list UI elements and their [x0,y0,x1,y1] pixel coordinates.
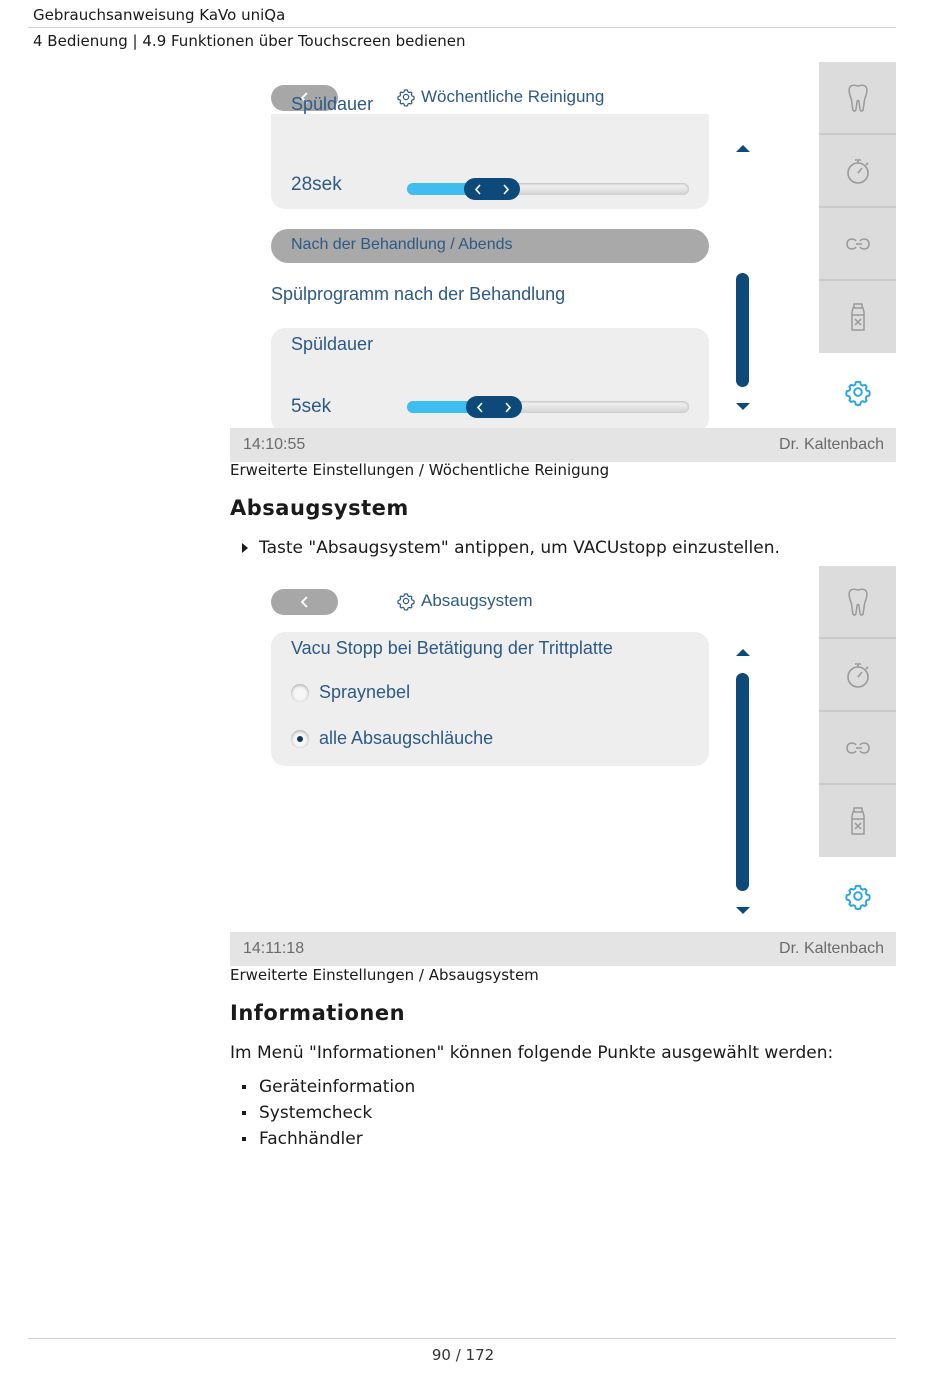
radio-button[interactable] [291,684,309,702]
chevron-left-icon [476,402,484,413]
radio-label: alle Absaugschläuche [319,728,494,748]
screen-suction-system [230,566,896,966]
section-heading: Absaugsystem [230,496,409,520]
duration-unit: sek [301,396,332,417]
chapter-breadcrumb: 4 Bedienung | 4.9 Funktionen über Touchscreen bedienen [33,32,466,50]
screen-title-text: Wöchentliche Reinigung [421,87,605,106]
footer-divider [28,1338,896,1339]
chevron-left-icon [474,184,482,195]
stopwatch-icon [845,155,871,187]
sidebar-button-connection[interactable] [819,712,896,785]
screen-title-text: Absaugsystem [421,591,533,610]
status-user: Dr. Kaltenbach [779,436,884,453]
document-title: Gebrauchsanweisung KaVo uniQa [33,6,286,24]
clipped-label: Spüldauer [291,94,374,114]
slider-handle[interactable] [466,396,522,418]
gear-icon [845,379,871,405]
scrollbar-thumb[interactable] [736,673,749,891]
list-item-text: Systemcheck [259,1103,373,1123]
list-item [242,1077,415,1097]
list-item-text: Fachhändler [259,1129,363,1149]
intro-text: Im Menü "Informationen" können folgende Punkte ausgewählt werden: [230,1043,834,1063]
duration-value-1 [291,174,342,196]
right-sidebar [819,62,896,353]
chevron-right-icon [504,402,512,413]
card-heading: Vacu Stopp bei Betätigung der Trittplatte [291,638,613,658]
figure-caption: Erweiterte Einstellungen / Absaugsystem [230,966,539,984]
tooth-icon [845,82,871,114]
screen-title [397,87,604,107]
screen-title [397,591,533,611]
bullet-icon [242,1111,246,1115]
instruction-arrow-icon [242,543,248,553]
section-heading: Spülprogramm nach der Behandlung [271,284,566,304]
tooth-icon [845,586,871,618]
back-button[interactable] [271,589,338,615]
scroll-down-arrow[interactable] [736,907,750,914]
page-number: 90 / 172 [431,1346,495,1364]
slider-handle[interactable] [464,178,520,200]
radio-label: Spraynebel [319,682,411,702]
duration-slider[interactable] [407,183,689,195]
section-toggle-button[interactable] [271,229,709,263]
sidebar-button-hygiene[interactable] [819,785,896,856]
spuelprogramm-card [271,328,709,432]
radio-dot [297,736,303,742]
scroll-up-arrow[interactable] [736,649,750,656]
list-item [242,1129,363,1149]
duration-number: 28 [291,174,313,195]
sidebar-button-treatment[interactable] [819,62,896,135]
sidebar-button-connection[interactable] [819,208,896,281]
gear-icon [845,883,871,909]
scrollbar-thumb[interactable] [736,273,749,387]
list-item [242,1103,372,1123]
gear-icon [397,88,415,106]
chevron-right-icon [502,184,510,195]
section-toggle-label: Nach der Behandlung / Abends [291,236,513,253]
status-bar [230,428,896,462]
bottle-icon [845,301,871,333]
duration-number: 5 [291,396,302,417]
duration-unit: sek [312,174,342,195]
scroll-up-arrow[interactable] [736,145,750,152]
header-divider [28,27,896,28]
link-icon [845,732,871,764]
bullet-icon [242,1137,246,1141]
status-time: 14:11:18 [243,940,305,957]
radio-button-selected[interactable] [291,730,309,748]
status-time: 14:10:55 [243,436,306,453]
radio-option-spraynebel[interactable] [291,682,410,703]
screen-weekly-cleaning [230,62,896,462]
stopwatch-icon [845,659,871,691]
link-icon [845,228,871,260]
sidebar-button-timer[interactable] [819,135,896,208]
settings-button[interactable] [819,353,896,430]
gear-icon [397,592,415,610]
scroll-down-arrow[interactable] [736,403,750,410]
duration-value-2 [291,396,331,418]
status-bar [230,932,896,966]
radio-option-alle-absaugschlaeuche[interactable] [291,728,493,749]
chevron-left-icon [300,596,310,608]
duration-slider[interactable] [407,401,689,413]
figure-caption: Erweiterte Einstellungen / Wöchentliche Reinigung [230,461,610,479]
vacu-stop-card [271,632,709,766]
bullet-icon [242,1085,246,1089]
section-heading: Informationen [230,1001,406,1025]
status-user: Dr. Kaltenbach [779,940,884,957]
sidebar-button-treatment[interactable] [819,566,896,639]
right-sidebar [819,566,896,857]
bottle-icon [845,805,871,837]
sidebar-button-timer[interactable] [819,639,896,712]
sidebar-button-hygiene[interactable] [819,281,896,352]
settings-button[interactable] [819,857,896,934]
card-label: Spüldauer [291,334,374,354]
instruction-text: Taste "Absaugsystem" antippen, um VACUstopp einzustellen. [259,538,780,558]
list-item-text: Geräteinformation [259,1077,416,1097]
